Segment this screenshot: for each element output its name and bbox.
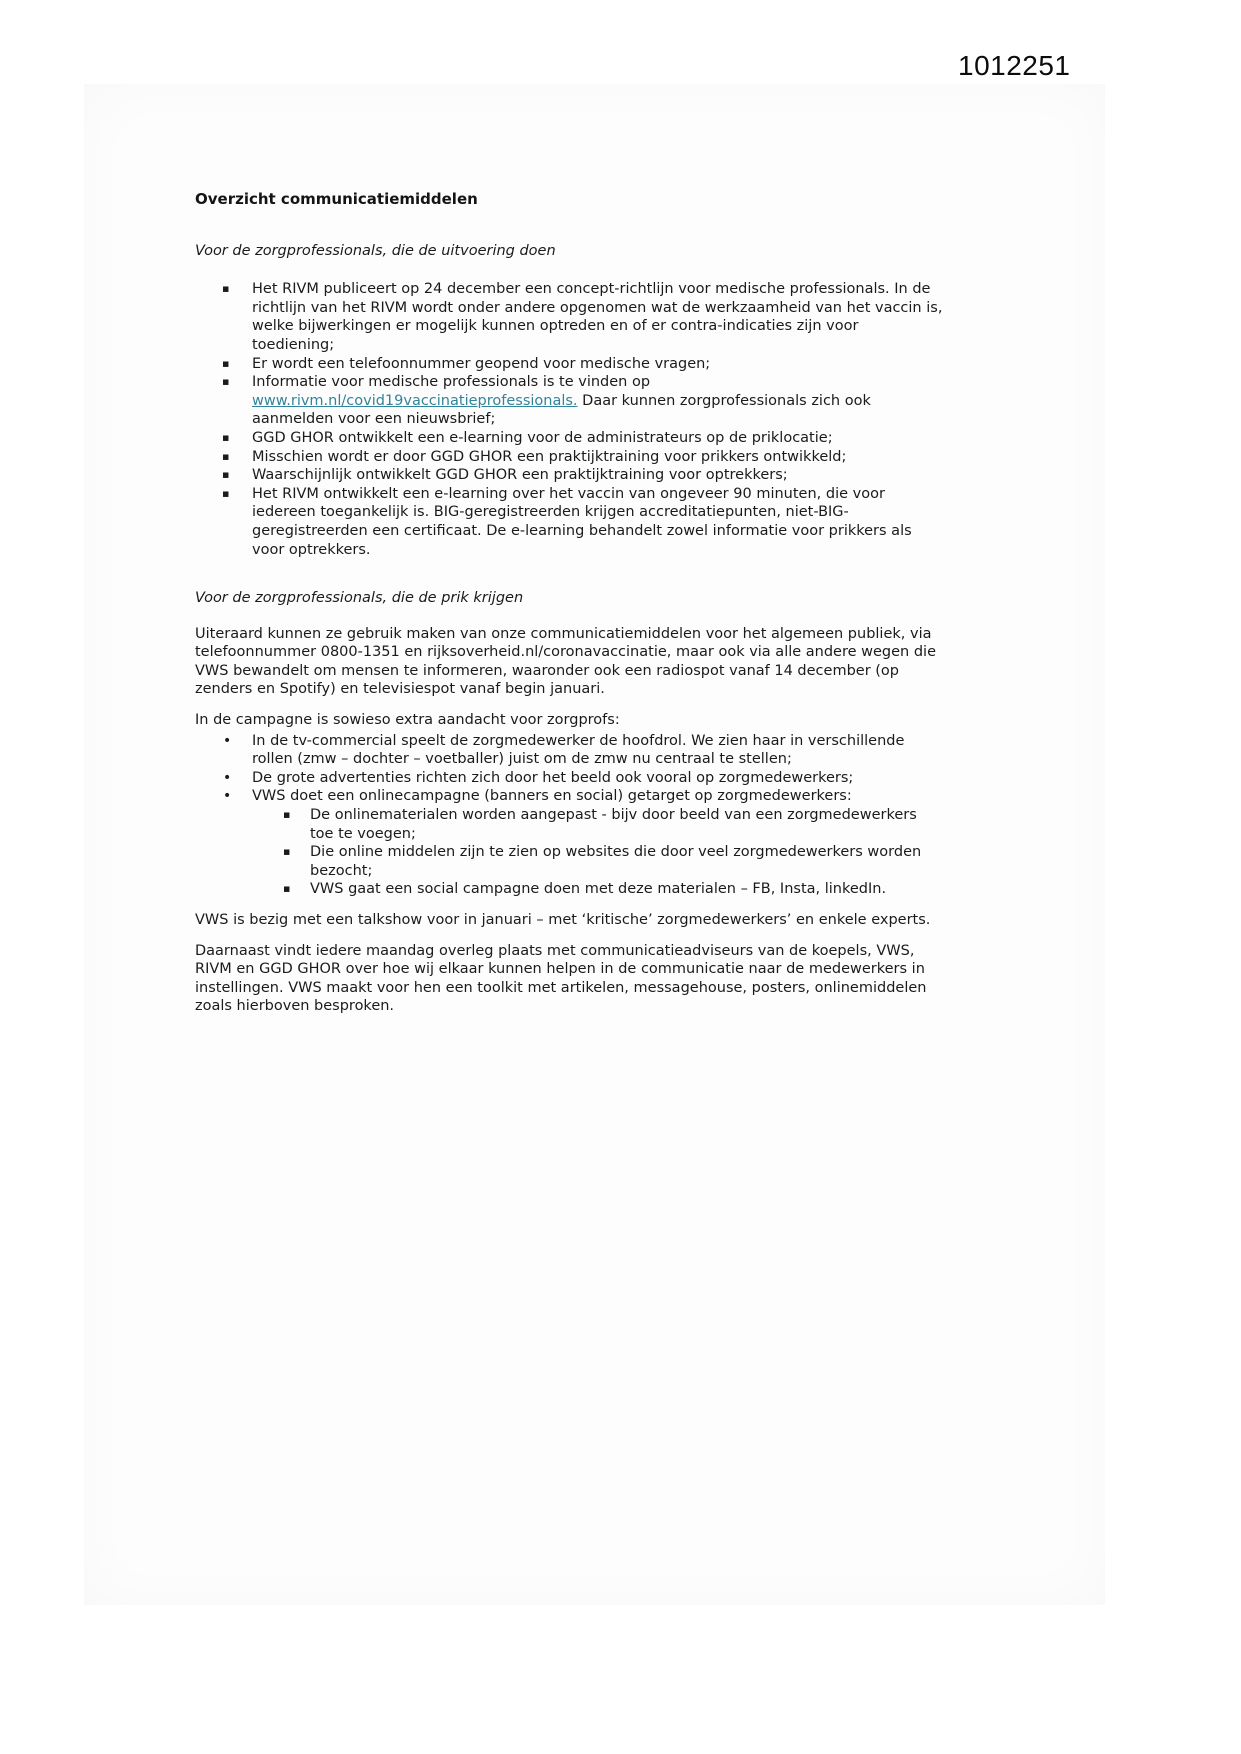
square-bullet-icon: ▪ (222, 486, 230, 500)
list-item-text: De grote advertenties richten zich door het beeld ook vooral op zorgmedewerkers; (252, 769, 854, 786)
list-item (195, 429, 943, 448)
list-item (195, 280, 943, 354)
sub-list-item (195, 843, 943, 880)
square-bullet-icon: ▪ (222, 375, 230, 389)
section2-heading: Voor de zorgprofessionals, die de prik krijgen (195, 590, 524, 607)
list-item (195, 355, 943, 374)
rivm-vaccination-professionals-link[interactable]: www.rivm.nl/covid19vaccinatieprofessionals. (252, 392, 578, 409)
paragraph: VWS is bezig met een talkshow voor in januari – met ‘kritische’ zorgmedewerkers’ en enkele experts. (195, 912, 931, 928)
square-bullet-icon: ▪ (283, 882, 291, 896)
list-item (195, 732, 943, 769)
list-item-text: Er wordt een telefoonnummer geopend voor medische vragen; (252, 355, 711, 372)
square-bullet-icon: ▪ (283, 808, 291, 822)
round-bullet-icon: • (223, 732, 232, 749)
list-item-text: VWS gaat een social campagne doen met deze materialen – FB, Insta, linkedIn. (310, 881, 887, 898)
list-item (195, 769, 943, 788)
list-item-text: In de tv-commercial speelt de zorgmedewerker de hoofdrol. We zien haar in verschillende rollen (zmw – dochter – voetballer) juist om de zmw nu centraal te stellen; (252, 732, 905, 768)
paragraph: In de campagne is sowieso extra aandacht voor zorgprofs: (195, 712, 620, 729)
list-item (195, 448, 943, 467)
paragraph: Daarnaast vindt iedere maandag overleg plaats met communicatieadviseurs van de koepels, VWS, RIVM en GGD GHOR over hoe wij elkaar kunnen helpen in de communicatie naar de medewerkers in instellingen. VWS maakt voor hen een toolkit met artikelen, messagehouse, posters, onlinemiddelen zoals hierboven besproken. (195, 942, 927, 1015)
list-item-text: Het RIVM ontwikkelt een e-learning over het vaccin van ongeveer 90 minuten, die voor iedereen toegankelijk is. BIG-geregistreerden krijgen accreditatiepunten, niet-BIG-geregistreerden een certificaat. De e-learning behandelt zowel informatie voor prikkers als voor optrekkers. (252, 485, 912, 558)
square-bullet-icon: ▪ (222, 449, 230, 463)
page-title: Overzicht communicatiemiddelen (195, 190, 478, 208)
list-item-text: Informatie voor medische professionals is te vinden op (252, 374, 651, 391)
square-bullet-icon: ▪ (222, 356, 230, 370)
list-item (195, 373, 943, 429)
list-item-text: VWS doet een onlinecampagne (banners en social) getarget op zorgmedewerkers: (252, 788, 852, 805)
list-item-text: Daar kunnen zorgprofessionals zich ook aanmelden voor een nieuwsbrief; (252, 392, 871, 428)
section2-sub-bullet-list (195, 806, 943, 899)
section1-bullet-list (195, 280, 943, 559)
list-item (195, 787, 943, 806)
section1-heading: Voor de zorgprofessionals, die de uitvoering doen (195, 242, 556, 259)
list-item-text: Het RIVM publiceert op 24 december een concept-richtlijn voor medische professionals. In de richtlijn van het RIVM wordt onder andere opgenomen wat de werkzaamheid van het vaccin is, welke bijwerkingen er mogelijk kunnen optreden en of er contra-indicaties zijn voor toediening; (252, 281, 943, 353)
document-number: 1012251 (958, 50, 1071, 81)
list-item-text: Waarschijnlijk ontwikkelt GGD GHOR een praktijktraining voor optrekkers; (252, 467, 788, 484)
sub-list-item (195, 806, 943, 843)
section2-bullet-list (195, 732, 943, 806)
square-bullet-icon: ▪ (222, 430, 230, 444)
list-item-text: De onlinematerialen worden aangepast - bijv door beeld van een zorgmedewerkers toe te voegen; (310, 807, 917, 842)
sub-list-item (195, 880, 943, 899)
list-item (195, 485, 943, 559)
round-bullet-icon: • (223, 788, 232, 805)
square-bullet-icon: ▪ (222, 468, 230, 482)
list-item-text: GGD GHOR ontwikkelt een e-learning voor de administrateurs op de priklocatie; (252, 429, 833, 446)
document-body (195, 190, 943, 1028)
list-item-text: Misschien wordt er door GGD GHOR een praktijktraining voor prikkers ontwikkeld; (252, 448, 847, 465)
round-bullet-icon: • (223, 769, 232, 786)
square-bullet-icon: ▪ (283, 845, 291, 859)
paragraph: Uiteraard kunnen ze gebruik maken van onze communicatiemiddelen voor het algemeen publiek, via telefoonnummer 0800-1351 en rijksoverheid.nl/coronavaccinatie, maar ook via alle andere wegen die VWS bewandelt om mensen te informeren, waaronder ook een radiospot vanaf 14 december (op zenders en Spotify) en televisiespot vanaf begin januari. (195, 625, 937, 698)
square-bullet-icon: ▪ (222, 282, 230, 296)
list-item-text: Die online middelen zijn te zien op websites die door veel zorgmedewerkers worden bezocht; (310, 844, 922, 879)
list-item (195, 466, 943, 485)
